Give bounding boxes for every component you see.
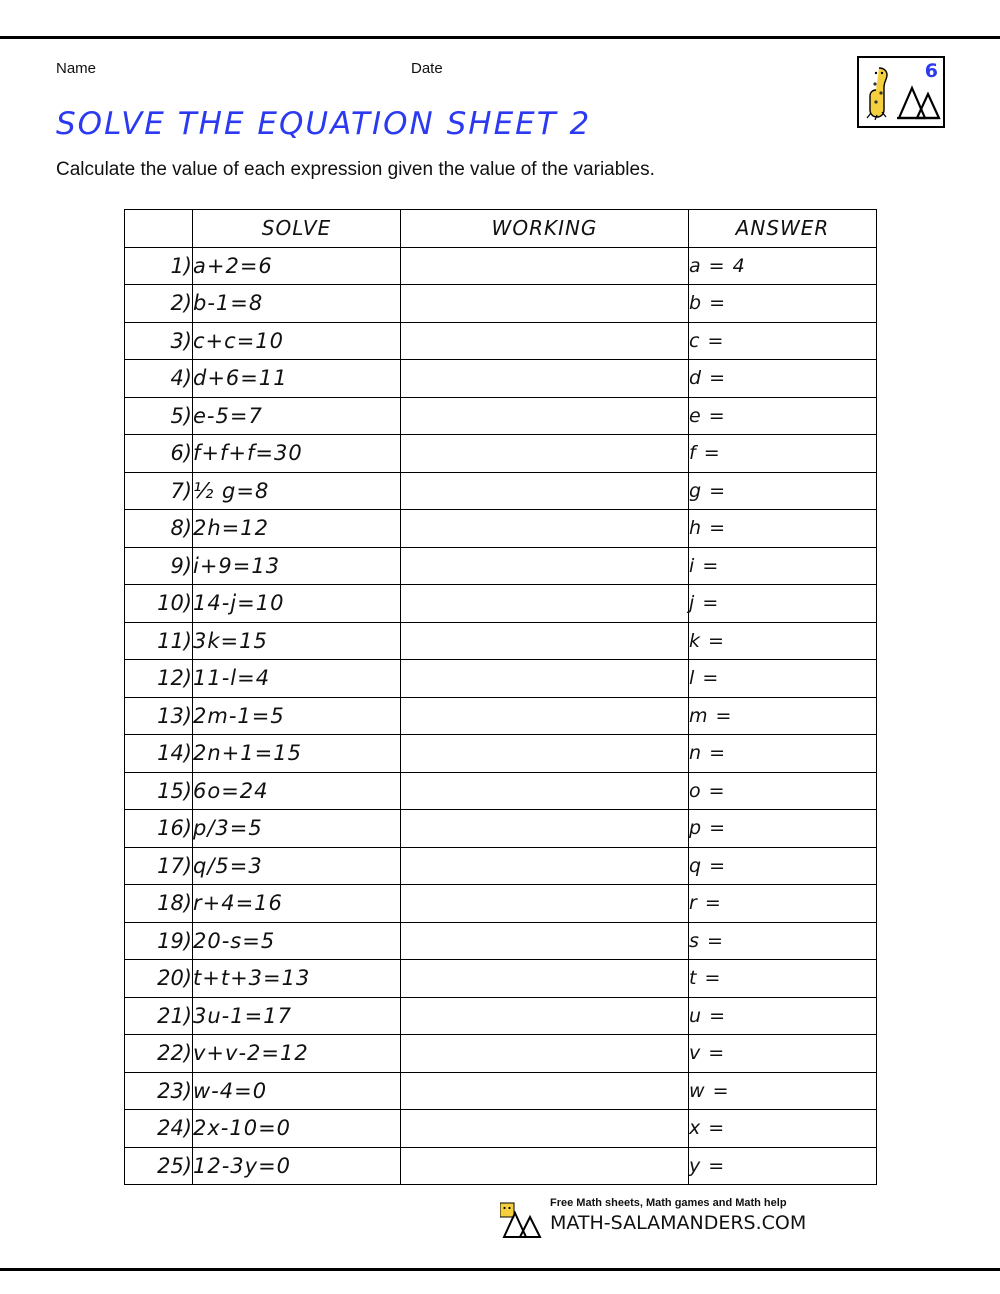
footer-tagline: Free Math sheets, Math games and Math help (550, 1197, 787, 1209)
working-cell[interactable] (401, 622, 689, 660)
table-row (125, 472, 877, 510)
row-number: 19) (125, 922, 193, 960)
working-cell[interactable] (401, 585, 689, 623)
equation-cell: v+v-2=12 (193, 1035, 401, 1073)
top-divider (0, 36, 1000, 39)
grade-badge: 6 (924, 60, 938, 82)
equation-cell: 11-l=4 (193, 660, 401, 698)
row-number: 25) (125, 1147, 193, 1185)
working-cell[interactable] (401, 810, 689, 848)
working-cell[interactable] (401, 772, 689, 810)
working-cell[interactable] (401, 847, 689, 885)
equation-cell: 14-j=10 (193, 585, 401, 623)
row-number: 9) (125, 547, 193, 585)
row-number: 2) (125, 285, 193, 323)
table-row (125, 885, 877, 923)
equation-cell: 6o=24 (193, 772, 401, 810)
table-row (125, 660, 877, 698)
footer (0, 1197, 1000, 1250)
equation-cell: 3u-1=17 (193, 997, 401, 1035)
working-cell[interactable] (401, 735, 689, 773)
page-title: SOLVE THE EQUATION SHEET 2 (56, 106, 592, 142)
equation-cell: 2n+1=15 (193, 735, 401, 773)
table-row (125, 247, 877, 285)
equation-cell: 2x-10=0 (193, 1110, 401, 1148)
date-label: Date (411, 60, 443, 77)
equation-cell: p/3=5 (193, 810, 401, 848)
table-row (125, 1035, 877, 1073)
table-row (125, 285, 877, 323)
table-row (125, 847, 877, 885)
working-cell[interactable] (401, 960, 689, 998)
working-cell[interactable] (401, 435, 689, 473)
equation-cell: a+2=6 (193, 247, 401, 285)
row-number: 23) (125, 1072, 193, 1110)
answer-cell[interactable]: k = (689, 622, 877, 660)
answer-cell[interactable]: h = (689, 510, 877, 548)
working-cell[interactable] (401, 660, 689, 698)
answer-cell[interactable]: b = (689, 285, 877, 323)
working-cell[interactable] (401, 472, 689, 510)
table-row (125, 960, 877, 998)
equation-cell: 20-s=5 (193, 922, 401, 960)
table-row (125, 1147, 877, 1185)
table-row (125, 1072, 877, 1110)
answer-cell[interactable]: f = (689, 435, 877, 473)
answer-cell[interactable]: j = (689, 585, 877, 623)
answer-cell[interactable]: a = 4 (689, 247, 877, 285)
answer-cell[interactable]: x = (689, 1110, 877, 1148)
row-number: 5) (125, 397, 193, 435)
equation-cell: w-4=0 (193, 1072, 401, 1110)
table-row (125, 435, 877, 473)
row-number: 15) (125, 772, 193, 810)
row-number: 1) (125, 247, 193, 285)
column-header-answer: ANSWER (689, 210, 877, 248)
column-header-number (125, 210, 193, 248)
table-row (125, 810, 877, 848)
row-number: 21) (125, 997, 193, 1035)
answer-cell[interactable]: i = (689, 547, 877, 585)
answer-cell[interactable]: e = (689, 397, 877, 435)
table-row (125, 322, 877, 360)
working-cell[interactable] (401, 885, 689, 923)
answer-cell[interactable]: s = (689, 922, 877, 960)
row-number: 6) (125, 435, 193, 473)
equation-cell: ½ g=8 (193, 472, 401, 510)
column-header-working: WORKING (401, 210, 689, 248)
table-row (125, 547, 877, 585)
answer-cell[interactable]: m = (689, 697, 877, 735)
equations-table (124, 209, 877, 1185)
answer-cell[interactable]: p = (689, 810, 877, 848)
row-number: 17) (125, 847, 193, 885)
table-row (125, 772, 877, 810)
equation-cell: 3k=15 (193, 622, 401, 660)
answer-cell[interactable]: v = (689, 1035, 877, 1073)
answer-cell[interactable]: n = (689, 735, 877, 773)
working-cell[interactable] (401, 510, 689, 548)
table-row (125, 697, 877, 735)
equation-cell: 2h=12 (193, 510, 401, 548)
table-header-row (125, 210, 877, 248)
answer-cell[interactable]: c = (689, 322, 877, 360)
working-cell[interactable] (401, 1072, 689, 1110)
equation-cell: 2m-1=5 (193, 697, 401, 735)
working-cell[interactable] (401, 997, 689, 1035)
working-cell[interactable] (401, 397, 689, 435)
working-cell[interactable] (401, 322, 689, 360)
table-row (125, 1110, 877, 1148)
answer-cell[interactable]: w = (689, 1072, 877, 1110)
answer-cell[interactable]: l = (689, 660, 877, 698)
salamander-mascot-icon (865, 66, 893, 120)
row-number: 14) (125, 735, 193, 773)
name-label: Name (56, 60, 97, 77)
row-number: 4) (125, 360, 193, 398)
table-row (125, 922, 877, 960)
answer-cell[interactable]: o = (689, 772, 877, 810)
row-number: 13) (125, 697, 193, 735)
working-cell[interactable] (401, 1147, 689, 1185)
footer-salamander-icon (500, 1201, 544, 1241)
table-row (125, 360, 877, 398)
grade-logo-box (857, 56, 945, 128)
working-cell[interactable] (401, 360, 689, 398)
mountain-logo-icon (895, 82, 941, 122)
equation-cell: t+t+3=13 (193, 960, 401, 998)
working-cell[interactable] (401, 922, 689, 960)
row-number: 18) (125, 885, 193, 923)
column-header-solve: SOLVE (193, 210, 401, 248)
working-cell[interactable] (401, 1110, 689, 1148)
table-row (125, 510, 877, 548)
row-number: 20) (125, 960, 193, 998)
answer-cell[interactable]: u = (689, 997, 877, 1035)
equation-cell: r+4=16 (193, 885, 401, 923)
working-cell[interactable] (401, 247, 689, 285)
answer-cell[interactable]: t = (689, 960, 877, 998)
row-number: 24) (125, 1110, 193, 1148)
bottom-divider (0, 1268, 1000, 1271)
table-row (125, 622, 877, 660)
answer-cell[interactable]: g = (689, 472, 877, 510)
answer-cell[interactable]: y = (689, 1147, 877, 1185)
table-row (125, 997, 877, 1035)
equation-cell: c+c=10 (193, 322, 401, 360)
equation-cell: d+6=11 (193, 360, 401, 398)
working-cell[interactable] (401, 697, 689, 735)
working-cell[interactable] (401, 285, 689, 323)
working-cell[interactable] (401, 1035, 689, 1073)
answer-cell[interactable]: r = (689, 885, 877, 923)
row-number: 10) (125, 585, 193, 623)
footer-site: MATH-SALAMANDERS.COM (550, 1212, 807, 1234)
answer-cell[interactable]: d = (689, 360, 877, 398)
equation-cell: f+f+f=30 (193, 435, 401, 473)
table-row (125, 397, 877, 435)
instruction-text: Calculate the value of each expression given the value of the variables. (56, 159, 655, 180)
table-row (125, 735, 877, 773)
row-number: 12) (125, 660, 193, 698)
equation-cell: i+9=13 (193, 547, 401, 585)
table-row (125, 585, 877, 623)
equation-cell: 12-3y=0 (193, 1147, 401, 1185)
row-number: 8) (125, 510, 193, 548)
row-number: 22) (125, 1035, 193, 1073)
row-number: 7) (125, 472, 193, 510)
equation-cell: e-5=7 (193, 397, 401, 435)
row-number: 3) (125, 322, 193, 360)
working-cell[interactable] (401, 547, 689, 585)
row-number: 11) (125, 622, 193, 660)
answer-cell[interactable]: q = (689, 847, 877, 885)
equation-cell: b-1=8 (193, 285, 401, 323)
row-number: 16) (125, 810, 193, 848)
equation-cell: q/5=3 (193, 847, 401, 885)
